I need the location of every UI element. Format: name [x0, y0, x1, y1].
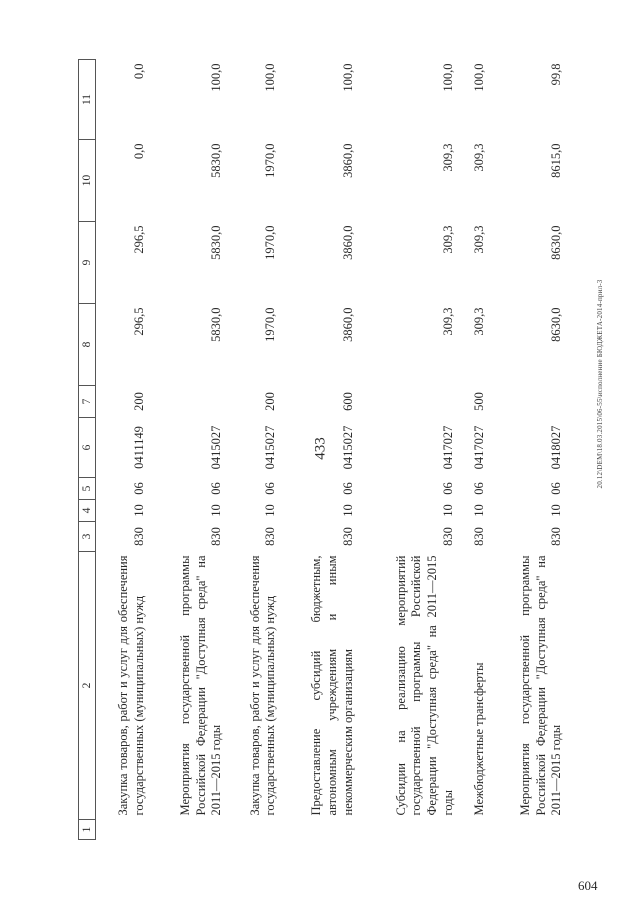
budget-table	[78, 59, 568, 840]
cell-percent: 0,0	[131, 63, 146, 80]
cell-subsection: 06	[340, 482, 355, 495]
cell-approved: 8630,0	[549, 307, 564, 342]
cell-planned: 3860,0	[340, 225, 355, 260]
table-row	[491, 60, 568, 840]
cell-approved: 309,3	[440, 307, 455, 336]
cell-planned: 309,3	[440, 225, 455, 254]
cell-target-code: 0415027	[209, 425, 224, 470]
table-row	[228, 60, 282, 840]
column-header: 9	[79, 222, 96, 304]
cell-planned: 309,3	[472, 225, 487, 254]
cell-section: 10	[440, 504, 455, 517]
cell-name: Мероприятия государственной программы Российской Федерации "Доступная среда" на 2011—2015 годы	[518, 555, 564, 816]
page-number: 433	[312, 437, 329, 460]
table-row	[96, 60, 151, 840]
cell-executed: 3860,0	[340, 143, 355, 178]
cell-approved: 5830,0	[209, 307, 224, 342]
cell-planned: 8630,0	[549, 225, 564, 260]
cell-col1	[491, 820, 568, 840]
cell-expense-type	[359, 386, 459, 418]
table-row	[359, 60, 459, 840]
cell-subsection: 06	[131, 482, 146, 495]
cell-target-code: 0417027	[440, 425, 455, 470]
column-header: 2	[79, 552, 96, 820]
cell-col1	[359, 820, 459, 840]
cell-name: Мероприятия государственной программы Российской Федерации "Доступная среда" на 2011—2015 годы	[177, 555, 224, 816]
cell-percent: 100,0	[440, 63, 455, 92]
cell-percent: 100,0	[209, 63, 224, 92]
cell-approved: 296,5	[131, 307, 146, 336]
table-row	[151, 60, 228, 840]
cell-executed: 1970,0	[263, 143, 278, 178]
cell-name: Субсидии на реализацию мероприятий государственной программы Российской Федерации "Доступная среда" на 2011—2015 годы	[393, 555, 455, 816]
cell-section: 10	[340, 504, 355, 517]
cell-ministry-code: 830	[209, 527, 224, 546]
cell-ministry-code: 830	[131, 527, 146, 546]
column-header: 5	[79, 478, 96, 500]
cell-name: Межбюджетные трансферты	[472, 662, 487, 816]
cell-col1	[96, 820, 151, 840]
cell-subsection: 06	[549, 482, 564, 495]
cell-col1	[459, 820, 491, 840]
column-header: 8	[79, 304, 96, 386]
cell-target-code: 0415027	[263, 425, 278, 470]
column-header: 11	[79, 60, 96, 140]
cell-ministry-code: 830	[440, 527, 455, 546]
cell-percent: 100,0	[340, 63, 355, 92]
column-header: 4	[79, 500, 96, 522]
cell-target-code: 0415027	[340, 425, 355, 470]
column-header: 1	[79, 820, 96, 840]
cell-expense-type: 600	[340, 392, 355, 411]
column-header: 3	[79, 522, 96, 552]
cell-subsection: 06	[209, 482, 224, 495]
cell-subsection: 06	[472, 482, 487, 495]
cell-executed: 8615,0	[549, 143, 564, 178]
cell-expense-type: 200	[131, 392, 146, 411]
cell-executed: 309,3	[472, 143, 487, 172]
cell-expense-type	[491, 386, 568, 418]
cell-approved: 3860,0	[340, 307, 355, 342]
cell-col1	[151, 820, 228, 840]
cell-subsection: 06	[263, 482, 278, 495]
cell-col1	[282, 820, 359, 840]
bottom-page-number: 604	[578, 878, 598, 893]
cell-expense-type	[151, 386, 228, 418]
column-number-header	[79, 60, 96, 840]
cell-target-code: 0417027	[472, 425, 487, 470]
column-header: 7	[79, 386, 96, 418]
cell-section: 10	[472, 504, 487, 517]
footer-code: 20.12\DEM\18.03.2015\06-55\исполнение БЮДЖЕТА-2014-прил-3	[596, 279, 604, 489]
cell-section: 10	[209, 504, 224, 517]
cell-subsection: 06	[440, 482, 455, 495]
cell-ministry-code: 830	[340, 527, 355, 546]
cell-executed: 5830,0	[209, 143, 224, 178]
table-row	[459, 60, 491, 840]
cell-expense-type: 500	[472, 392, 487, 411]
column-header: 10	[79, 140, 96, 222]
cell-percent: 100,0	[263, 63, 278, 92]
cell-planned: 1970,0	[263, 225, 278, 260]
cell-ministry-code: 830	[472, 527, 487, 546]
cell-section: 10	[131, 504, 146, 517]
column-header: 6	[79, 418, 96, 478]
cell-section: 10	[549, 504, 564, 517]
cell-planned: 296,5	[131, 225, 146, 254]
cell-expense-type: 200	[263, 392, 278, 411]
cell-executed: 0,0	[131, 143, 146, 160]
cell-percent: 99,8	[549, 63, 564, 86]
cell-target-code: 0411149	[131, 426, 146, 469]
cell-executed: 309,3	[440, 143, 455, 172]
budget-table-wrapper	[78, 60, 568, 840]
cell-name: Закупка товаров, работ и услуг для обеспечения государственных (муниципальных) нужд	[116, 555, 146, 816]
table-row	[282, 60, 359, 840]
cell-planned: 5830,0	[209, 225, 224, 260]
cell-name: Закупка товаров, работ и услуг для обеспечения государственных (муниципальных) нужд	[247, 555, 278, 816]
cell-ministry-code: 830	[263, 527, 278, 546]
cell-approved: 1970,0	[263, 307, 278, 342]
cell-col1	[228, 820, 282, 840]
cell-name: Предоставление субсидий бюджетным, автономным учреждениям и иным некоммерческим организациям	[309, 555, 355, 816]
cell-target-code: 0418027	[549, 425, 564, 470]
cell-section: 10	[263, 504, 278, 517]
cell-percent: 100,0	[472, 63, 487, 92]
cell-ministry-code: 830	[549, 527, 564, 546]
cell-approved: 309,3	[472, 307, 487, 336]
